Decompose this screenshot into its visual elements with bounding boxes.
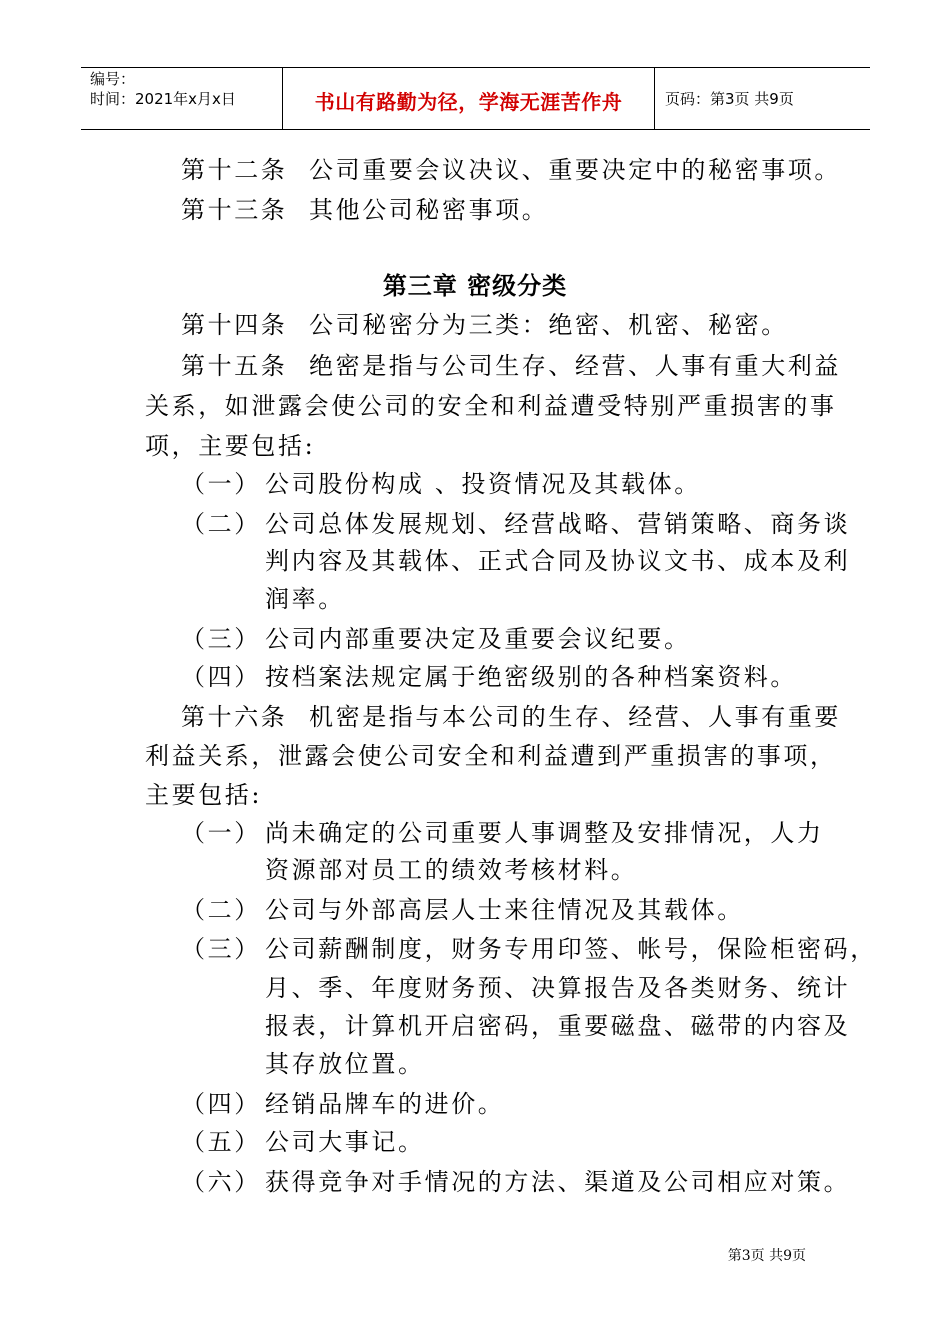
article-text: 公司重要会议决议、重要决定中的秘密事项。 bbox=[309, 156, 841, 184]
article-13 bbox=[181, 192, 548, 228]
article-label: 第十二条 bbox=[181, 156, 288, 184]
item-label: （一） bbox=[181, 470, 261, 498]
item-label: （六） bbox=[181, 1168, 261, 1196]
item-continuation: 资源部对员工的绩效考核材料。 bbox=[265, 856, 638, 884]
item-label: （四） bbox=[181, 1090, 261, 1118]
header-motto: 书山有路勤为径，学海无涯苦作舟 bbox=[314, 90, 623, 114]
item-continuation: 其存放位置。 bbox=[265, 1050, 425, 1078]
article-14 bbox=[181, 307, 788, 343]
item-label: （二） bbox=[181, 510, 261, 538]
item-text: 公司总体发展规划、经营战略、营销策略、商务谈 bbox=[265, 510, 851, 538]
item-label: （五） bbox=[181, 1128, 261, 1156]
list-item bbox=[181, 892, 744, 928]
item-text: 按档案法规定属于绝密级别的各种档案资料。 bbox=[265, 663, 797, 691]
item-text: 尚未确定的公司重要人事调整及安排情况，人力 bbox=[265, 819, 824, 847]
document-time-label: 时间：2021年x月x日 bbox=[90, 90, 236, 108]
page-header bbox=[81, 67, 870, 130]
list-item bbox=[181, 1124, 425, 1160]
item-text: 公司股份构成 、投资情况及其载体。 bbox=[265, 470, 701, 498]
item-text: 公司薪酬制度，财务专用印签、帐号，保险柜密码， bbox=[265, 935, 877, 963]
article-16 bbox=[181, 699, 841, 735]
list-item bbox=[181, 931, 877, 967]
article-label: 第十四条 bbox=[181, 311, 288, 339]
article-text: 其他公司秘密事项。 bbox=[309, 196, 549, 224]
list-item bbox=[181, 506, 850, 542]
article-15-line-2: 关系，如泄露会使公司的安全和利益遭受特别严重损害的事 bbox=[145, 392, 837, 420]
article-text: 机密是指与本公司的生存、经营、人事有重要 bbox=[309, 703, 841, 731]
item-label: （二） bbox=[181, 896, 261, 924]
article-16-line-3: 主要包括: bbox=[145, 781, 263, 809]
list-item bbox=[181, 466, 701, 502]
article-15-line-3: 项，主要包括: bbox=[145, 432, 316, 460]
item-label: （一） bbox=[181, 819, 261, 847]
item-continuation: 月、季、年度财务预、决算报告及各类财务、统计 bbox=[265, 974, 851, 1002]
list-item bbox=[181, 621, 691, 657]
item-text: 公司大事记。 bbox=[265, 1128, 425, 1156]
article-label: 第十六条 bbox=[181, 703, 288, 731]
document-number-label: 编号： bbox=[90, 70, 136, 88]
article-15 bbox=[181, 348, 841, 384]
list-item bbox=[181, 659, 797, 695]
item-continuation: 润率。 bbox=[265, 585, 345, 613]
list-item bbox=[181, 1164, 850, 1200]
item-continuation: 报表，计算机开启密码，重要磁盘、磁带的内容及 bbox=[265, 1012, 851, 1040]
item-label: （四） bbox=[181, 663, 261, 691]
item-label: （三） bbox=[181, 625, 261, 653]
item-text: 公司与外部高层人士来往情况及其载体。 bbox=[265, 896, 744, 924]
item-continuation: 判内容及其载体、正式合同及协议文书、成本及利 bbox=[265, 547, 851, 575]
article-16-line-2: 利益关系，泄露会使公司安全和利益遭到严重损害的事项， bbox=[145, 742, 837, 770]
list-item bbox=[181, 1086, 504, 1122]
page-footer: 第3页 共9页 bbox=[727, 1248, 806, 1264]
header-page-info: 页码：第3页 共9页 bbox=[665, 90, 794, 108]
chapter-heading: 第三章 密级分类 bbox=[382, 272, 568, 300]
header-meta-cell bbox=[81, 68, 283, 129]
header-page-cell bbox=[655, 68, 870, 129]
article-label: 第十三条 bbox=[181, 196, 288, 224]
item-label: （三） bbox=[181, 935, 261, 963]
item-text: 公司内部重要决定及重要会议纪要。 bbox=[265, 625, 691, 653]
item-text: 获得竞争对手情况的方法、渠道及公司相应对策。 bbox=[265, 1168, 851, 1196]
article-12 bbox=[181, 152, 841, 188]
article-text: 绝密是指与公司生存、经营、人事有重大利益 bbox=[309, 352, 841, 380]
article-label: 第十五条 bbox=[181, 352, 288, 380]
item-text: 经销品牌车的进价。 bbox=[265, 1090, 505, 1118]
article-text: 公司秘密分为三类：绝密、机密、秘密。 bbox=[309, 311, 788, 339]
list-item bbox=[181, 815, 824, 851]
header-motto-cell bbox=[283, 68, 655, 129]
